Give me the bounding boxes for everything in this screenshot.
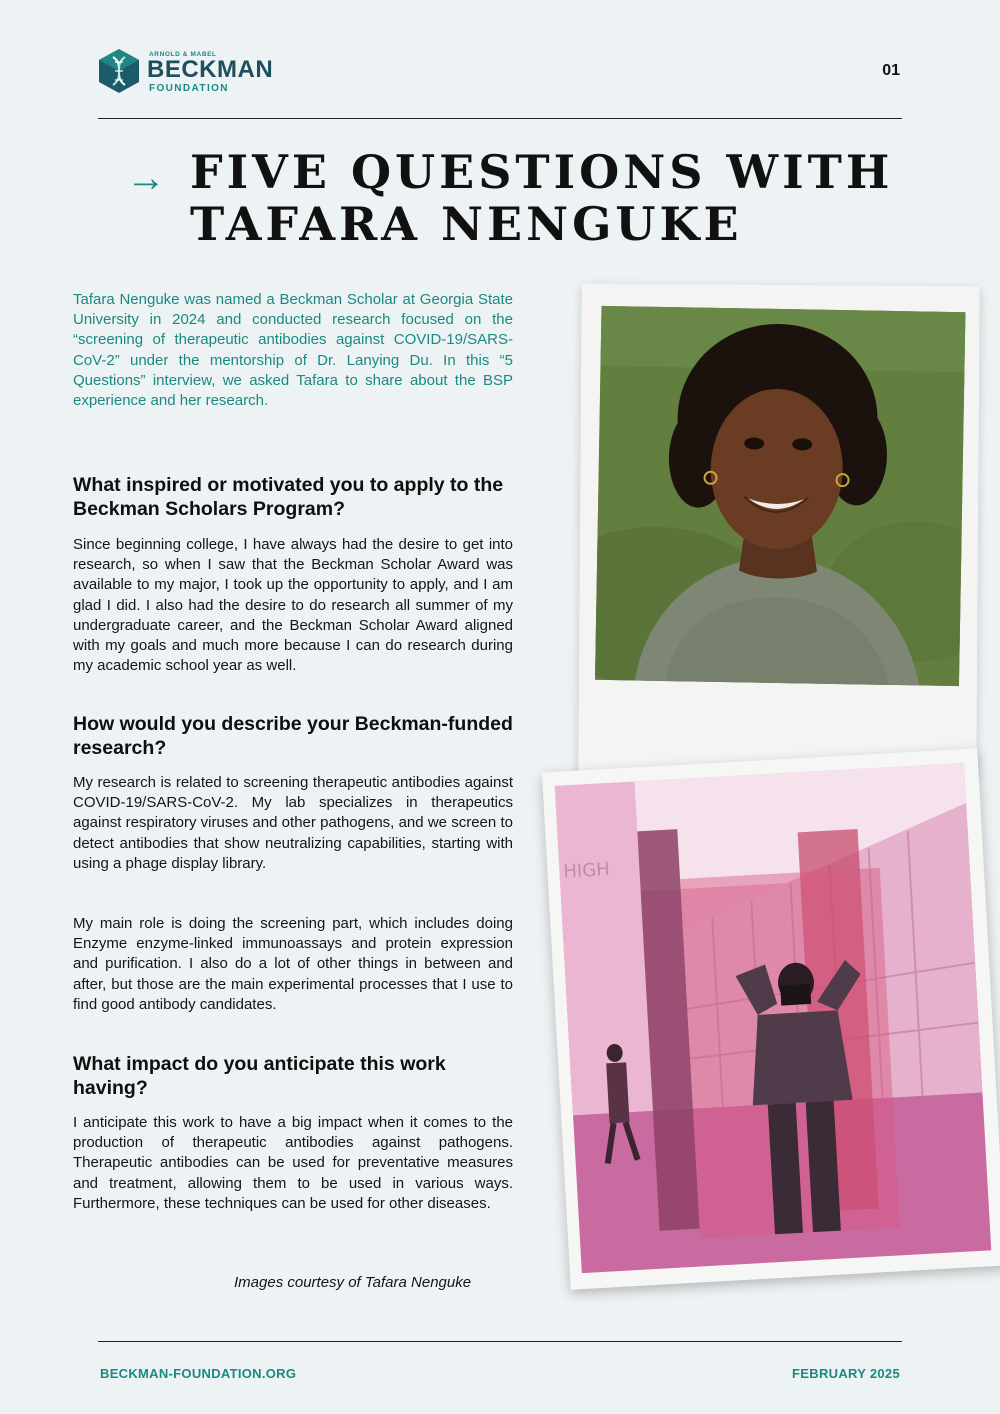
image-caption: Images courtesy of Tafara Nenguke bbox=[234, 1274, 472, 1291]
page-title bbox=[190, 146, 910, 250]
portrait-photo bbox=[595, 306, 965, 686]
answer-2: My research is related to screening therapeutic antibodies against COVID-19/SARS-CoV-2. My lab specializes in therapeutics against respiratory viruses and other pathogens, and we screen to detect antibodies that show neutralizing capabilities, starting with using a phage display library. bbox=[73, 774, 513, 872]
footer-website-link[interactable]: BECKMAN-FOUNDATION.ORG bbox=[100, 1366, 297, 1381]
logo-sub-text: FOUNDATION bbox=[149, 83, 229, 94]
header-divider bbox=[98, 118, 902, 119]
answer-2-continued: My main role is doing the screening part, which includes doing Enzyme enzyme-linked immunoassays and protein expression and purification. I also do a lot of other things in between and after, but those are the main experimental processes that I use to find good antibody candidates. bbox=[73, 915, 513, 1013]
title-arrow-icon: → bbox=[126, 156, 166, 200]
mirror-illustration bbox=[555, 763, 992, 1273]
title-line-2: TAFARA NENGUKE bbox=[190, 197, 743, 251]
title-line-1: FIVE QUESTIONS WITH bbox=[190, 145, 894, 199]
mirror-photo bbox=[555, 763, 992, 1273]
logo-small-text: ARNOLD & MABEL bbox=[149, 51, 217, 58]
mirror-polaroid bbox=[542, 748, 1000, 1290]
question-3: What impact do you anticipate this work having? bbox=[73, 1053, 446, 1099]
answer-3: I anticipate this work to have a big impact when it comes to the production of therapeutic antibodies against pathogens. Therapeutic antibodies can be used for preventative measures and treatment, allowing them to be used in various ways. Furthermore, these techniques can be used for other diseases. bbox=[73, 1114, 513, 1212]
intro-paragraph: Tafara Nenguke was named a Beckman Scholar at Georgia State University in 2024 and conducted research focused on the “screening of therapeutic antibodies against COVID-19/SARS-CoV-2” under the mentorship of Dr. Lanying Du. In this “5 Questions” interview, we asked Tafara to share about the BSP experience and her research. bbox=[73, 291, 513, 410]
portrait-polaroid bbox=[578, 284, 979, 779]
question-2: How would you describe your Beckman-funded research? bbox=[73, 713, 513, 759]
answer-1: Since beginning college, I have always had the desire to get into research, so when I saw that the Beckman Scholar Award was available to my major, I took up the opportunity to apply, and I am glad I did. I also had the desire to do research all summer of my undergraduate career, and the Beckman Scholar Award aligned with my goals and much more because I can do research during my academic school year as well. bbox=[73, 536, 513, 675]
foundation-logo bbox=[98, 48, 308, 98]
portrait-illustration bbox=[595, 306, 965, 686]
page-number: 01 bbox=[882, 62, 900, 79]
logo-main-text: BECKMAN bbox=[147, 56, 274, 83]
question-1: What inspired or motivated you to apply to the Beckman Scholars Program? bbox=[73, 474, 504, 520]
dna-hexagon-icon bbox=[98, 48, 140, 94]
footer-date: FEBRUARY 2025 bbox=[792, 1366, 900, 1381]
footer-divider bbox=[98, 1341, 902, 1342]
building-sign-text: HIGH bbox=[562, 858, 611, 883]
